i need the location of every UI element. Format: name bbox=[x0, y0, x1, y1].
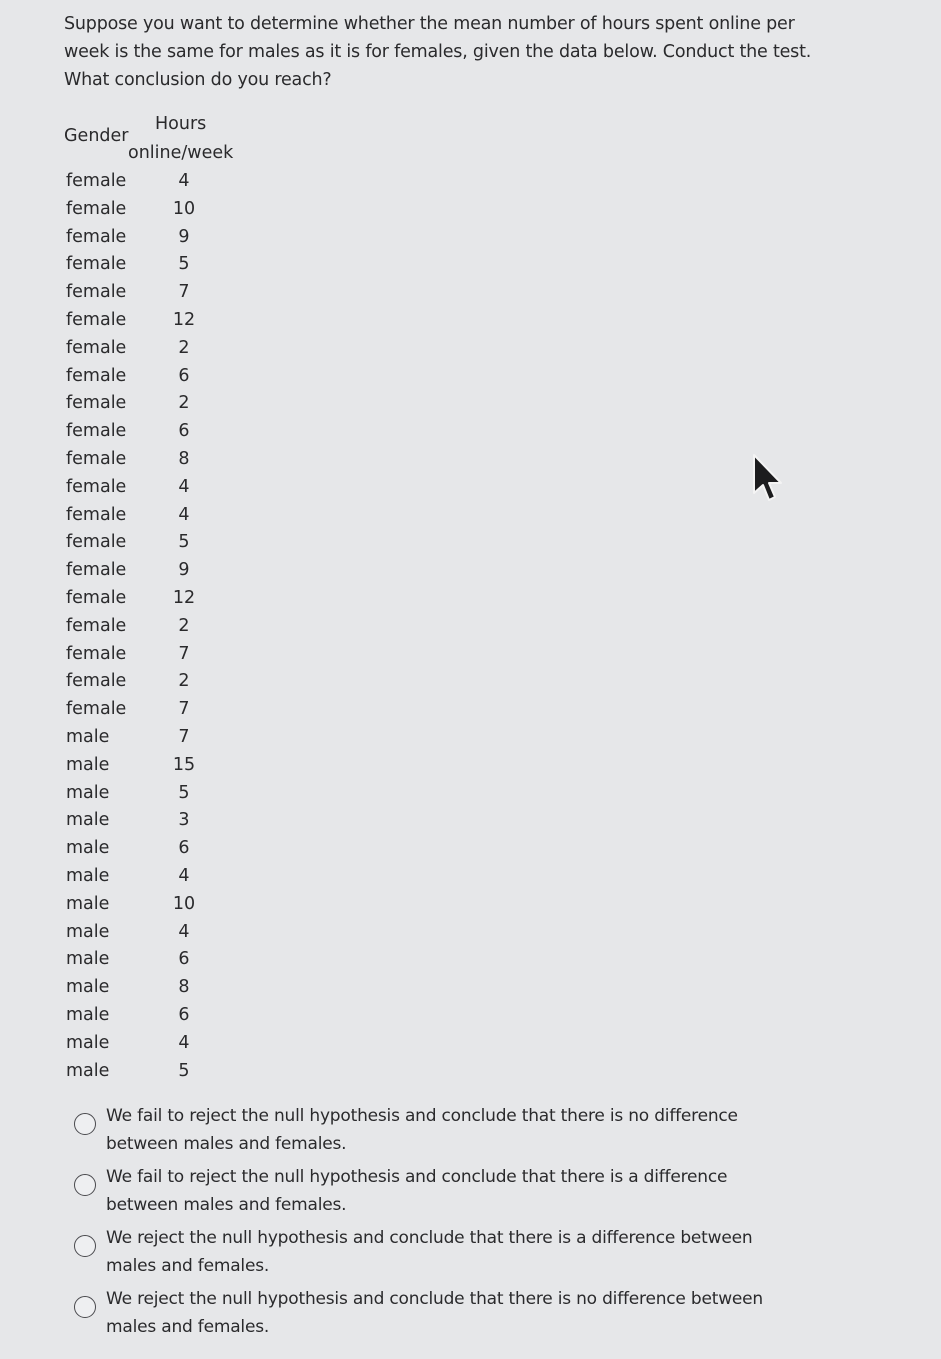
gender-cell: female bbox=[66, 671, 127, 692]
gender-cell: male bbox=[66, 921, 110, 942]
gender-cell: male bbox=[66, 1032, 110, 1053]
table-row bbox=[64, 418, 264, 446]
question-text: Suppose you want to determine whether the mean number of hours spent online per week is the same for males as it is for females, given the data below. Conduct the test. What conclusion do you reach? bbox=[64, 14, 812, 90]
table-row bbox=[64, 919, 264, 947]
table-row bbox=[64, 196, 264, 224]
gender-cell: male bbox=[66, 893, 110, 914]
hours-cell: 6 bbox=[178, 365, 190, 386]
gender-cell: female bbox=[66, 421, 127, 442]
table-row bbox=[64, 780, 264, 808]
table-row bbox=[64, 946, 264, 974]
hours-cell: 4 bbox=[178, 476, 190, 497]
hours-cell: 8 bbox=[178, 448, 190, 469]
table-row bbox=[64, 807, 264, 835]
radio-button[interactable] bbox=[74, 1296, 96, 1318]
hours-cell: 9 bbox=[178, 560, 190, 581]
hours-cell: 5 bbox=[178, 782, 190, 803]
table-row bbox=[64, 307, 264, 335]
gender-cell: male bbox=[66, 1060, 110, 1081]
table-row bbox=[64, 557, 264, 585]
table-body bbox=[64, 168, 264, 1085]
gender-cell: male bbox=[66, 949, 110, 970]
hours-cell: 10 bbox=[172, 198, 196, 219]
hours-cell: 6 bbox=[178, 838, 190, 859]
gender-cell: female bbox=[66, 254, 127, 275]
table-row bbox=[64, 585, 264, 613]
hours-cell: 5 bbox=[178, 1060, 190, 1081]
gender-cell: male bbox=[66, 782, 110, 803]
table-row bbox=[64, 251, 264, 279]
gender-cell: female bbox=[66, 226, 127, 247]
answer-option-label: We fail to reject the null hypothesis and conclude that there is no difference between males and females. bbox=[106, 1106, 738, 1154]
table-header bbox=[64, 110, 264, 168]
radio-button[interactable] bbox=[74, 1113, 96, 1135]
header-hours-line1: Hours bbox=[154, 114, 207, 134]
hours-cell: 9 bbox=[178, 226, 190, 247]
gender-cell: male bbox=[66, 838, 110, 859]
gender-cell: male bbox=[66, 754, 110, 775]
gender-cell: female bbox=[66, 476, 127, 497]
answer-option-1[interactable] bbox=[74, 1102, 794, 1163]
gender-cell: female bbox=[66, 365, 127, 386]
hours-cell: 15 bbox=[172, 754, 196, 775]
gender-cell: female bbox=[66, 309, 127, 330]
hours-cell: 4 bbox=[178, 1032, 190, 1053]
gender-cell: female bbox=[66, 560, 127, 581]
gender-cell: male bbox=[66, 1004, 110, 1025]
gender-cell: female bbox=[66, 587, 127, 608]
gender-cell: female bbox=[66, 615, 127, 636]
header-hours bbox=[128, 110, 233, 168]
gender-cell: male bbox=[66, 865, 110, 886]
hours-cell: 7 bbox=[178, 282, 190, 303]
answer-option-3[interactable] bbox=[74, 1224, 794, 1285]
hours-cell: 2 bbox=[178, 393, 190, 414]
hours-cell: 7 bbox=[178, 726, 190, 747]
table-row bbox=[64, 835, 264, 863]
hours-cell: 7 bbox=[178, 643, 190, 664]
answer-option-label: We fail to reject the null hypothesis and conclude that there is a difference between males and females. bbox=[106, 1167, 728, 1215]
table-row bbox=[64, 279, 264, 307]
gender-cell: male bbox=[66, 810, 110, 831]
hours-cell: 12 bbox=[172, 587, 196, 608]
hours-cell: 12 bbox=[172, 309, 196, 330]
hours-cell: 5 bbox=[178, 254, 190, 275]
table-row bbox=[64, 502, 264, 530]
table-row bbox=[64, 446, 264, 474]
answer-option-2[interactable] bbox=[74, 1163, 794, 1224]
hours-cell: 4 bbox=[178, 865, 190, 886]
table-row bbox=[64, 1002, 264, 1030]
table-row bbox=[64, 974, 264, 1002]
gender-cell: female bbox=[66, 532, 127, 553]
answer-option-label: We reject the null hypothesis and conclude that there is no difference between males and females. bbox=[106, 1289, 764, 1337]
hours-cell: 7 bbox=[178, 699, 190, 720]
radio-button[interactable] bbox=[74, 1174, 96, 1196]
table-row bbox=[64, 224, 264, 252]
gender-cell: male bbox=[66, 977, 110, 998]
hours-cell: 6 bbox=[178, 421, 190, 442]
hours-cell: 5 bbox=[178, 532, 190, 553]
table-row bbox=[64, 668, 264, 696]
gender-cell: female bbox=[66, 504, 127, 525]
gender-cell: female bbox=[66, 198, 127, 219]
gender-cell: female bbox=[66, 448, 127, 469]
radio-button[interactable] bbox=[74, 1235, 96, 1257]
gender-cell: female bbox=[66, 393, 127, 414]
hours-cell: 2 bbox=[178, 671, 190, 692]
hours-cell: 2 bbox=[178, 615, 190, 636]
answer-options bbox=[74, 1102, 794, 1346]
hours-cell: 4 bbox=[178, 171, 190, 191]
mouse-pointer-icon bbox=[752, 453, 786, 505]
table-row bbox=[64, 891, 264, 919]
hours-cell: 6 bbox=[178, 1004, 190, 1025]
table-row bbox=[64, 390, 264, 418]
hours-cell: 10 bbox=[172, 893, 196, 914]
table-row bbox=[64, 863, 264, 891]
header-gender: Gender bbox=[64, 126, 129, 146]
table-row bbox=[64, 1058, 264, 1086]
answer-option-4[interactable] bbox=[74, 1285, 794, 1346]
hours-cell: 2 bbox=[178, 337, 190, 358]
table-row bbox=[64, 529, 264, 557]
gender-cell: female bbox=[66, 643, 127, 664]
table-row bbox=[64, 335, 264, 363]
gender-cell: male bbox=[66, 726, 110, 747]
table-row bbox=[64, 724, 264, 752]
table-row bbox=[64, 363, 264, 391]
gender-cell: female bbox=[66, 282, 127, 303]
hours-cell: 4 bbox=[178, 504, 190, 525]
gender-cell: female bbox=[66, 171, 127, 191]
header-hours-line2: online/week bbox=[128, 143, 234, 163]
hours-cell: 8 bbox=[178, 977, 190, 998]
table-row bbox=[64, 1030, 264, 1058]
table-row bbox=[64, 696, 264, 724]
answer-option-label: We reject the null hypothesis and conclude that there is a difference between males and females. bbox=[106, 1228, 753, 1276]
gender-cell: female bbox=[66, 337, 127, 358]
gender-cell: female bbox=[66, 699, 127, 720]
table-row bbox=[64, 613, 264, 641]
table-row bbox=[64, 168, 264, 196]
hours-cell: 6 bbox=[178, 949, 190, 970]
table-row bbox=[64, 641, 264, 669]
hours-cell: 3 bbox=[178, 810, 190, 831]
data-table bbox=[64, 110, 264, 1085]
table-row bbox=[64, 752, 264, 780]
hours-cell: 4 bbox=[178, 921, 190, 942]
table-row bbox=[64, 474, 264, 502]
